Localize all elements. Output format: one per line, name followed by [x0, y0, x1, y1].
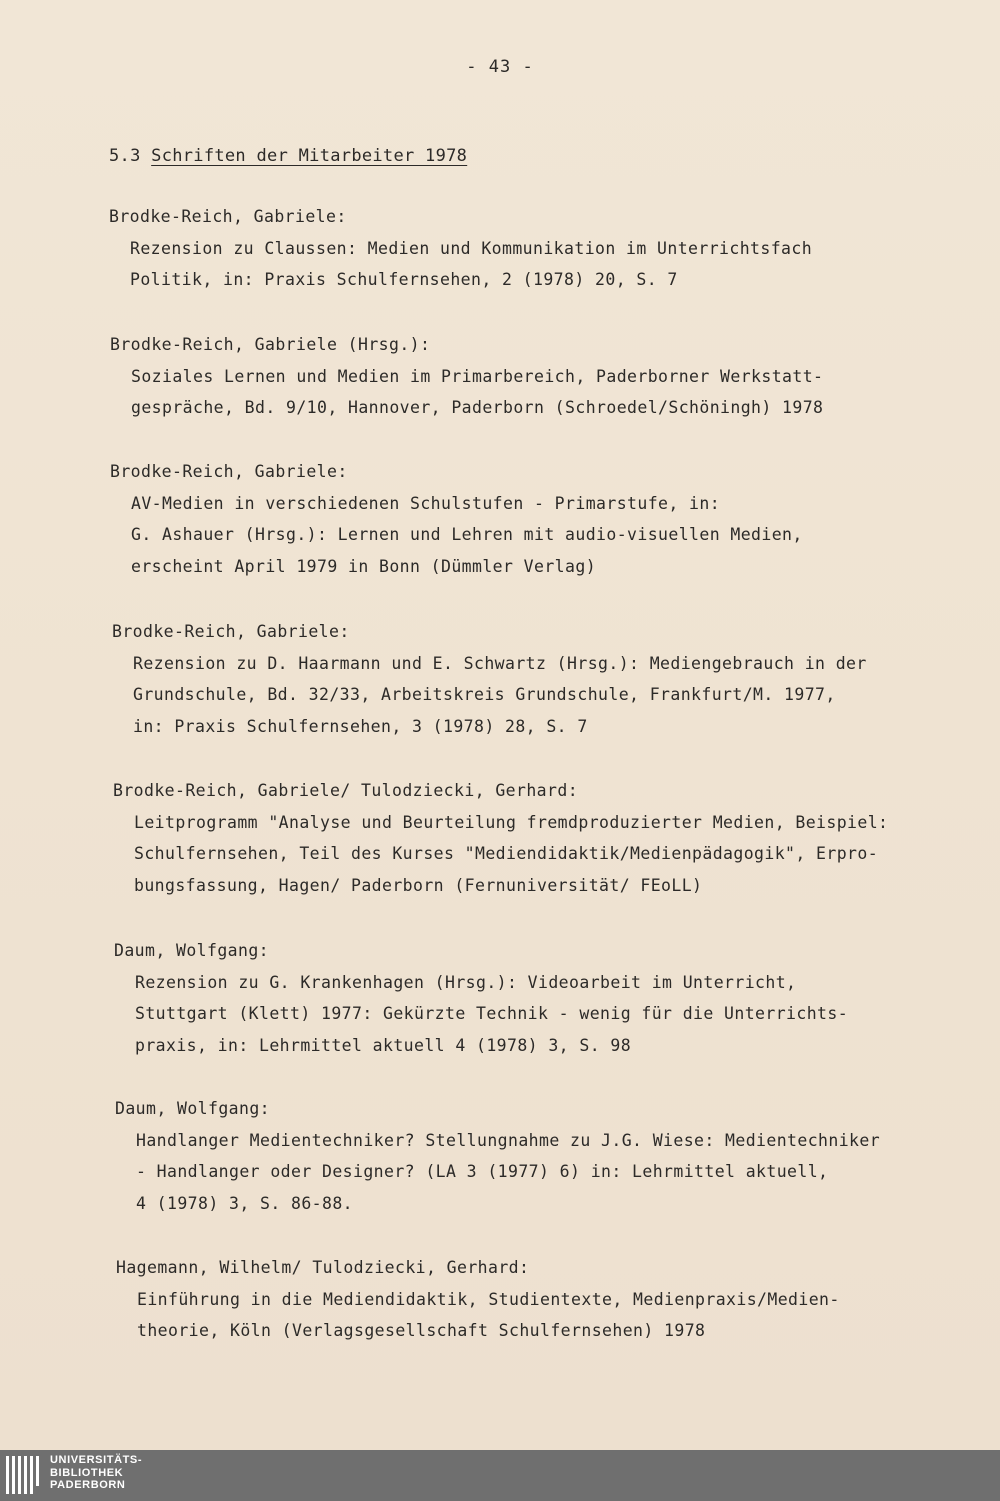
entry-author: Daum, Wolfgang:: [115, 1099, 271, 1118]
entry-text-line: gespräche, Bd. 9/10, Hannover, Paderborn (Schroedel/Schöningh) 1978: [131, 398, 824, 417]
entry-author: Brodke-Reich, Gabriele (Hrsg.):: [110, 335, 431, 354]
entry-text-line: Einführung in die Mediendidaktik, Studientexte, Medienpraxis/Medien-: [137, 1289, 840, 1309]
entry-author: Brodke-Reich, Gabriele/ Tulodziecki, Gerhard:: [113, 781, 579, 800]
entry-text-line: in: Praxis Schulfernsehen, 3 (1978) 28, S. 7: [133, 716, 588, 736]
entry-text-line: Stuttgart (Klett) 1977: Gekürzte Technik - wenig für die Unterrichts-: [135, 1004, 849, 1023]
entry-text-line: Politik, in: Praxis Schulfernsehen, 2 (1978) 20, S. 7: [130, 270, 678, 289]
entry-author: Hagemann, Wilhelm/ Tulodziecki, Gerhard:: [116, 1258, 530, 1277]
entry-text-line: Schulfernsehen, Teil des Kurses "Mediendidaktik/Medienpädagogik", Erpro-: [134, 844, 879, 863]
entry-text-line: - Handlanger oder Designer? (LA 3 (1977) 6) in: Lehrmittel aktuell,: [136, 1162, 829, 1181]
entry-text-line: Soziales Lernen und Medien im Primarbereich, Paderborner Werkstatt-: [131, 366, 824, 386]
entry-author: Daum, Wolfgang:: [114, 941, 270, 960]
library-logo-icon: [6, 1456, 42, 1496]
entry-author: Brodke-Reich, Gabriele:: [109, 207, 347, 226]
entry-text-line: erscheint April 1979 in Bonn (Dümmler Verlag): [131, 556, 597, 576]
entry-text-line: Handlanger Medientechniker? Stellungnahme zu J.G. Wiese: Medientechniker: [136, 1130, 881, 1150]
library-logo-text: UNIVERSITÄTS- BIBLIOTHEK PADERBORN: [50, 1454, 143, 1491]
entry-text-line: 4 (1978) 3, S. 86-88.: [136, 1193, 354, 1213]
entry-text-line: Leitprogramm "Analyse und Beurteilung fremdproduzierter Medien, Beispiel:: [134, 812, 889, 832]
entry-text-line: Rezension zu D. Haarmann und E. Schwartz (Hrsg.): Mediengebrauch in der: [133, 653, 867, 673]
entry-text-line: theorie, Köln (Verlagsgesellschaft Schulfernsehen) 1978: [137, 1321, 706, 1340]
entry-text-line: Rezension zu G. Krankenhagen (Hrsg.): Videoarbeit im Unterricht,: [135, 972, 797, 992]
entry-text-line: AV-Medien in verschiedenen Schulstufen - Primarstufe, in:: [131, 493, 721, 513]
section-number: 5.3: [109, 146, 141, 166]
entry-author: Brodke-Reich, Gabriele:: [112, 622, 350, 641]
page-number: - 43 -: [466, 57, 534, 77]
entry-text-line: Rezension zu Claussen: Medien und Kommunikation im Unterrichtsfach: [130, 238, 813, 258]
section-title: Schriften der Mitarbeiter 1978: [151, 146, 468, 166]
entry-author: Brodke-Reich, Gabriele:: [110, 462, 348, 481]
entry-text-line: praxis, in: Lehrmittel aktuell 4 (1978) 3, S. 98: [135, 1035, 632, 1055]
library-footer: [0, 1450, 1000, 1501]
section-heading: [109, 146, 467, 166]
entry-text-line: Grundschule, Bd. 32/33, Arbeitskreis Grundschule, Frankfurt/M. 1977,: [133, 685, 836, 704]
entry-text-line: G. Ashauer (Hrsg.): Lernen und Lehren mit audio-visuellen Medien,: [131, 525, 803, 544]
entry-text-line: bungsfassung, Hagen/ Paderborn (Fernuniversität/ FEoLL): [134, 875, 703, 895]
